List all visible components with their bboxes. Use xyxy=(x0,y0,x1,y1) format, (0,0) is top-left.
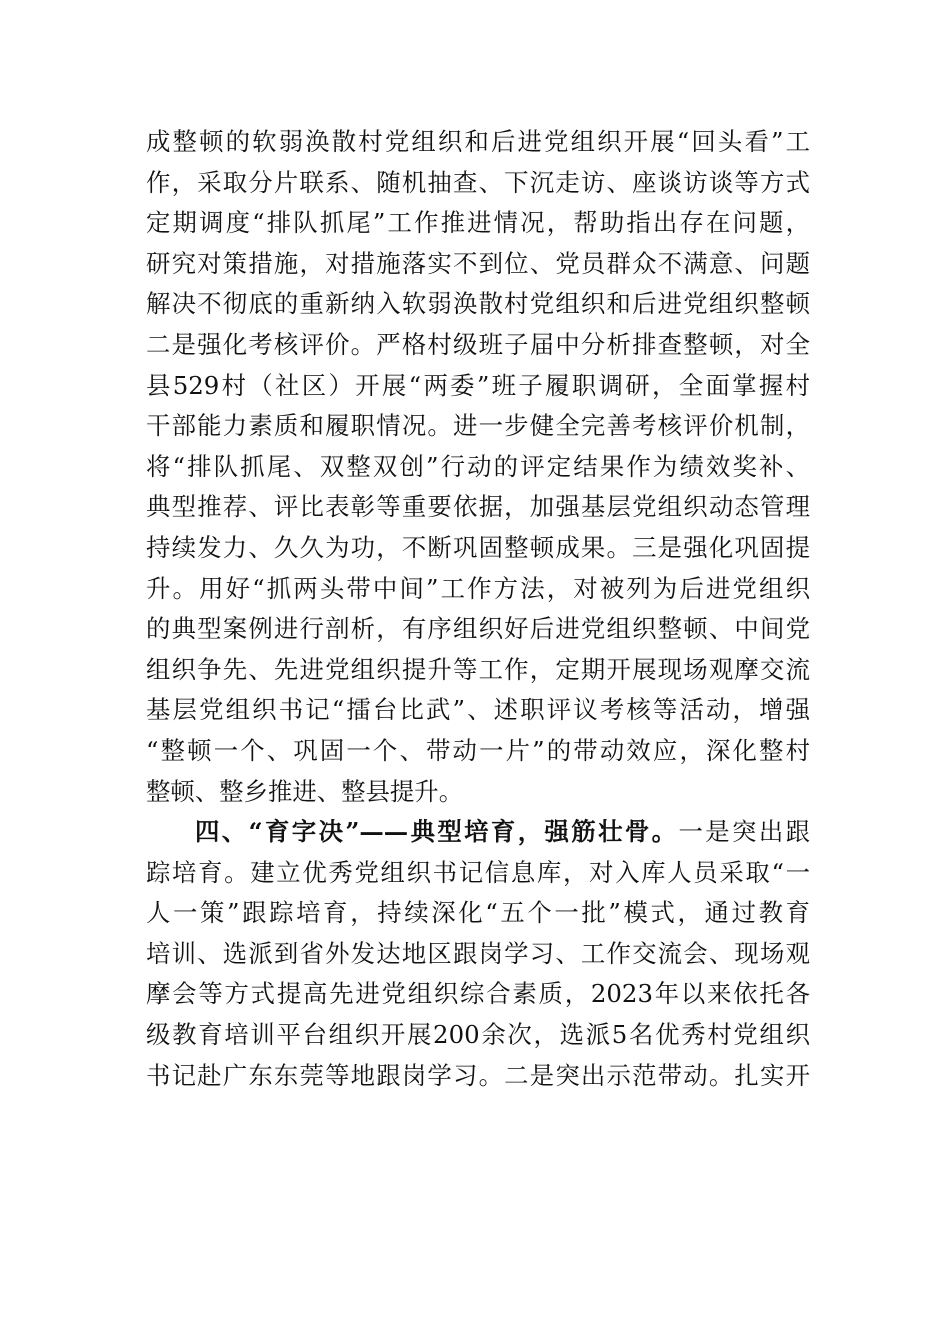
text-line: 升。用好“抓两头带中间”工作方法，对被列为后进党组织 xyxy=(146,573,810,603)
text-line: 整顿、整乡推进、整县提升。 xyxy=(146,776,464,806)
text-line: 组织争先、先进党组织提升等工作，定期开展现场观摩交流 xyxy=(146,654,810,684)
text-line: 级教育培训平台组织开展200余次，选派5名优秀村党组织 xyxy=(146,1020,810,1050)
section-heading-continuation: 一是突出跟 xyxy=(678,817,810,847)
text-line: 成整顿的软弱涣散村党组织和后进党组织开展“回头看”工 xyxy=(146,127,810,156)
text-line: 的典型案例进行剖析，有序组织好后进党组织整顿、中间党 xyxy=(146,614,810,644)
text-line: 踪培育。建立优秀党组织书记信息库，对入库人员采取“一 xyxy=(146,857,810,887)
text-line: 持续发力、久久为功，不断巩固整顿成果。三是强化巩固提 xyxy=(146,532,810,562)
text-line: 县529村（社区）开展“两委”班子履职调研，全面掌握村 xyxy=(146,370,810,400)
section-heading: 四、“育字决”——典型培育，强筋壮骨。 xyxy=(195,817,679,847)
document-body xyxy=(146,122,810,1096)
text-line: 人一策”跟踪培育，持续深化“五个一批”模式，通过教育 xyxy=(146,898,810,928)
text-line: “整顿一个、巩固一个、带动一片”的带动效应，深化整村 xyxy=(146,735,810,765)
text-line: 定期调度“排队抓尾”工作推进情况，帮助指出存在问题， xyxy=(146,208,810,238)
text-line: 干部能力素质和履职情况。进一步健全完善考核评价机制， xyxy=(146,411,810,441)
text-line: 培训、选派到省外发达地区跟岗学习、工作交流会、现场观 xyxy=(146,938,810,968)
text-line: 摩会等方式提高先进党组织综合素质，2023年以来依托各 xyxy=(146,979,810,1009)
text-line: 书记赴广东东莞等地跟岗学习。二是突出示范带动。扎实开 xyxy=(146,1060,810,1090)
text-line: 作，采取分片联系、随机抽查、下沉走访、座谈访谈等方式 xyxy=(146,167,810,197)
text-line: 解决不彻底的重新纳入软弱涣散村党组织和后进党组织整顿 xyxy=(146,289,810,319)
section-heading-line xyxy=(146,812,810,853)
text-line: 基层党组织书记“擂台比武”、述职评议考核等活动，增强 xyxy=(146,695,810,725)
text-line: 研究对策措施，对措施落实不到位、党员群众不满意、问题 xyxy=(146,248,810,278)
text-line: 二是强化考核评价。严格村级班子届中分析排查整顿，对全 xyxy=(146,329,810,359)
text-line: 典型推荐、评比表彰等重要依据，加强基层党组织动态管理 xyxy=(146,492,810,522)
text-line: 将“排队抓尾、双整双创”行动的评定结果作为绩效奖补、 xyxy=(146,451,810,481)
